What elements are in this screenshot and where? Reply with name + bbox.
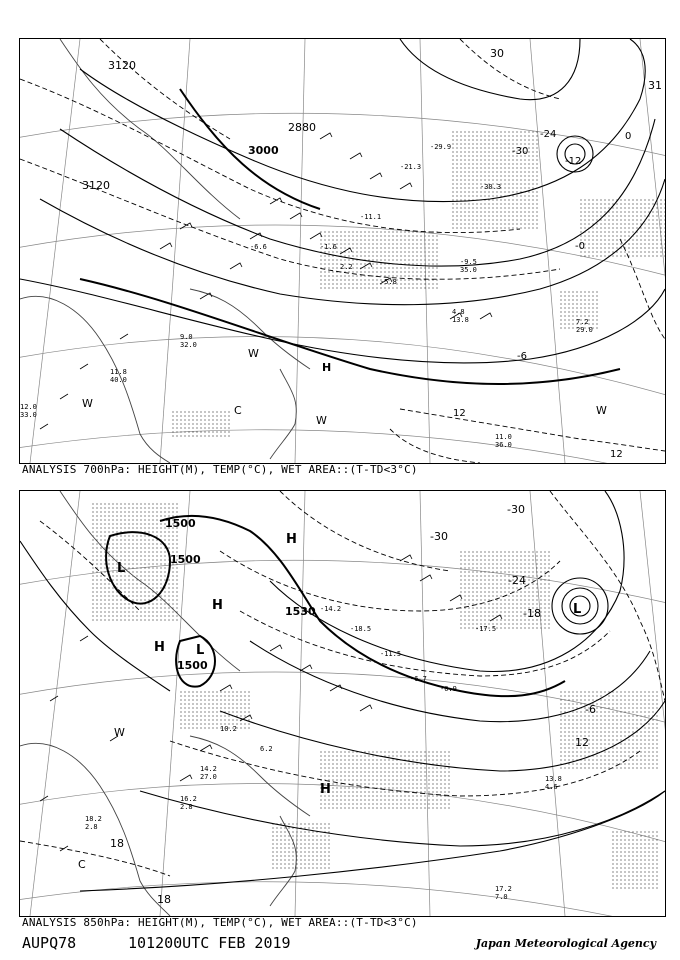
low-center: L: [117, 561, 126, 576]
high-center: H: [320, 782, 331, 797]
height-label: 1500: [165, 517, 196, 530]
station-plot: 33.0: [20, 411, 37, 419]
height-label: 3120: [108, 59, 136, 72]
caption-700hpa: ANALYSIS 700hPa: HEIGHT(M), TEMP(°C), WET AREA::(T-TD<3°C): [22, 463, 418, 476]
temp-label: 12: [453, 408, 466, 419]
station-plot: 6.2: [260, 745, 273, 753]
station-plot: 40.0: [110, 376, 127, 384]
station-plot: -17.5: [475, 625, 497, 633]
height-label: 1500: [170, 553, 201, 566]
station-plot: 9.0: [180, 333, 193, 341]
station-plot: 7.0: [495, 893, 508, 901]
station-plot: 29.0: [576, 326, 593, 334]
temp-label: -24: [540, 129, 557, 140]
station-plot: 27.0: [200, 773, 217, 781]
temp-label: -6: [585, 703, 596, 716]
station-plot: -6.7: [410, 675, 427, 683]
warm-marker: W: [316, 414, 327, 427]
station-plot: 11.0: [495, 433, 512, 441]
warm-marker: W: [248, 347, 259, 360]
station-plot: 2.8: [85, 823, 98, 831]
station-plot: 4.8: [452, 308, 465, 316]
temp-label: 12: [610, 449, 623, 460]
map-850hpa-canvas: [20, 491, 665, 916]
height-contours: [20, 39, 665, 384]
warm-marker: W: [114, 726, 125, 739]
height-label: 1530: [285, 605, 316, 618]
wet-area: [170, 129, 665, 439]
station-plot: 13.8: [452, 316, 469, 324]
station-plot: 14.2: [200, 765, 217, 773]
station-plot: 4.6: [545, 783, 558, 791]
station-plot: 2.2: [340, 263, 353, 271]
temp-label: -30: [430, 530, 448, 543]
station-plot: -11.5: [380, 650, 402, 658]
station-plot: -5.8: [380, 278, 397, 286]
station-plot: 17.2: [495, 885, 512, 893]
temp-label: 0: [625, 131, 632, 142]
cold-marker: C: [78, 858, 86, 871]
agency-name: Japan Meteorological Agency: [475, 937, 656, 950]
temp-label: -6: [517, 351, 527, 362]
analysis-time: 101200UTC FEB 2019: [128, 934, 291, 952]
cold-marker: C: [234, 404, 242, 417]
caption-850hpa: ANALYSIS 850hPa: HEIGHT(M), TEMP(°C), WET AREA::(T-TD<3°C): [22, 916, 418, 929]
low-center: L: [573, 602, 582, 617]
temp-label: -0: [575, 241, 585, 252]
height-label: 3000: [248, 144, 279, 157]
station-plot: -9.5: [460, 258, 477, 266]
temp-label: -12: [565, 156, 582, 167]
station-plot: -14.2: [320, 605, 342, 613]
station-plot: 36.0: [495, 441, 512, 449]
warm-marker: W: [596, 404, 607, 417]
station-plot: 12.0: [20, 403, 37, 411]
temp-label: 18: [110, 837, 124, 850]
temp-label: -30: [512, 146, 529, 157]
height-label: 31: [648, 79, 662, 92]
station-plot: 7.2: [576, 318, 589, 326]
station-plot: 13.8: [545, 775, 562, 783]
map-700hpa-canvas: [20, 39, 665, 463]
map-850hpa: [19, 490, 666, 917]
high-center: H: [154, 640, 165, 655]
temp-label: -18: [523, 607, 541, 620]
coastlines: [20, 39, 310, 463]
high-center: H: [322, 361, 332, 374]
height-label: 1500: [177, 659, 208, 672]
temp-label: -30: [507, 503, 525, 516]
warm-marker: W: [82, 397, 93, 410]
temp-label: -24: [508, 574, 526, 587]
station-plot: -30.3: [480, 183, 502, 191]
station-plot: 18.2: [85, 815, 102, 823]
station-plot: 16.2: [180, 795, 197, 803]
station-plot: -18.5: [350, 625, 372, 633]
high-center: H: [212, 598, 223, 613]
station-plot: 11.8: [110, 368, 127, 376]
station-plot: -29.9: [430, 143, 452, 151]
station-plot: -11.1: [360, 213, 382, 221]
station-plot: 35.0: [460, 266, 477, 274]
height-label: 2880: [288, 121, 316, 134]
height-label: 3120: [82, 179, 110, 192]
low-center: L: [196, 643, 205, 658]
height-label: 30: [490, 47, 504, 60]
map-700hpa: [19, 38, 666, 464]
station-plot: -6.6: [250, 243, 267, 251]
station-plot: -21.3: [400, 163, 422, 171]
bulletin-code: AUPQ78: [22, 934, 77, 952]
high-center: H: [286, 532, 297, 547]
station-plot: 2.8: [180, 803, 193, 811]
station-plot: -0.9: [440, 685, 457, 693]
station-plot: -1.6: [320, 243, 337, 251]
temp-label: 12: [575, 736, 589, 749]
temp-label: 18: [157, 893, 171, 906]
station-plot: 32.0: [180, 341, 197, 349]
station-plot: 10.2: [220, 725, 237, 733]
